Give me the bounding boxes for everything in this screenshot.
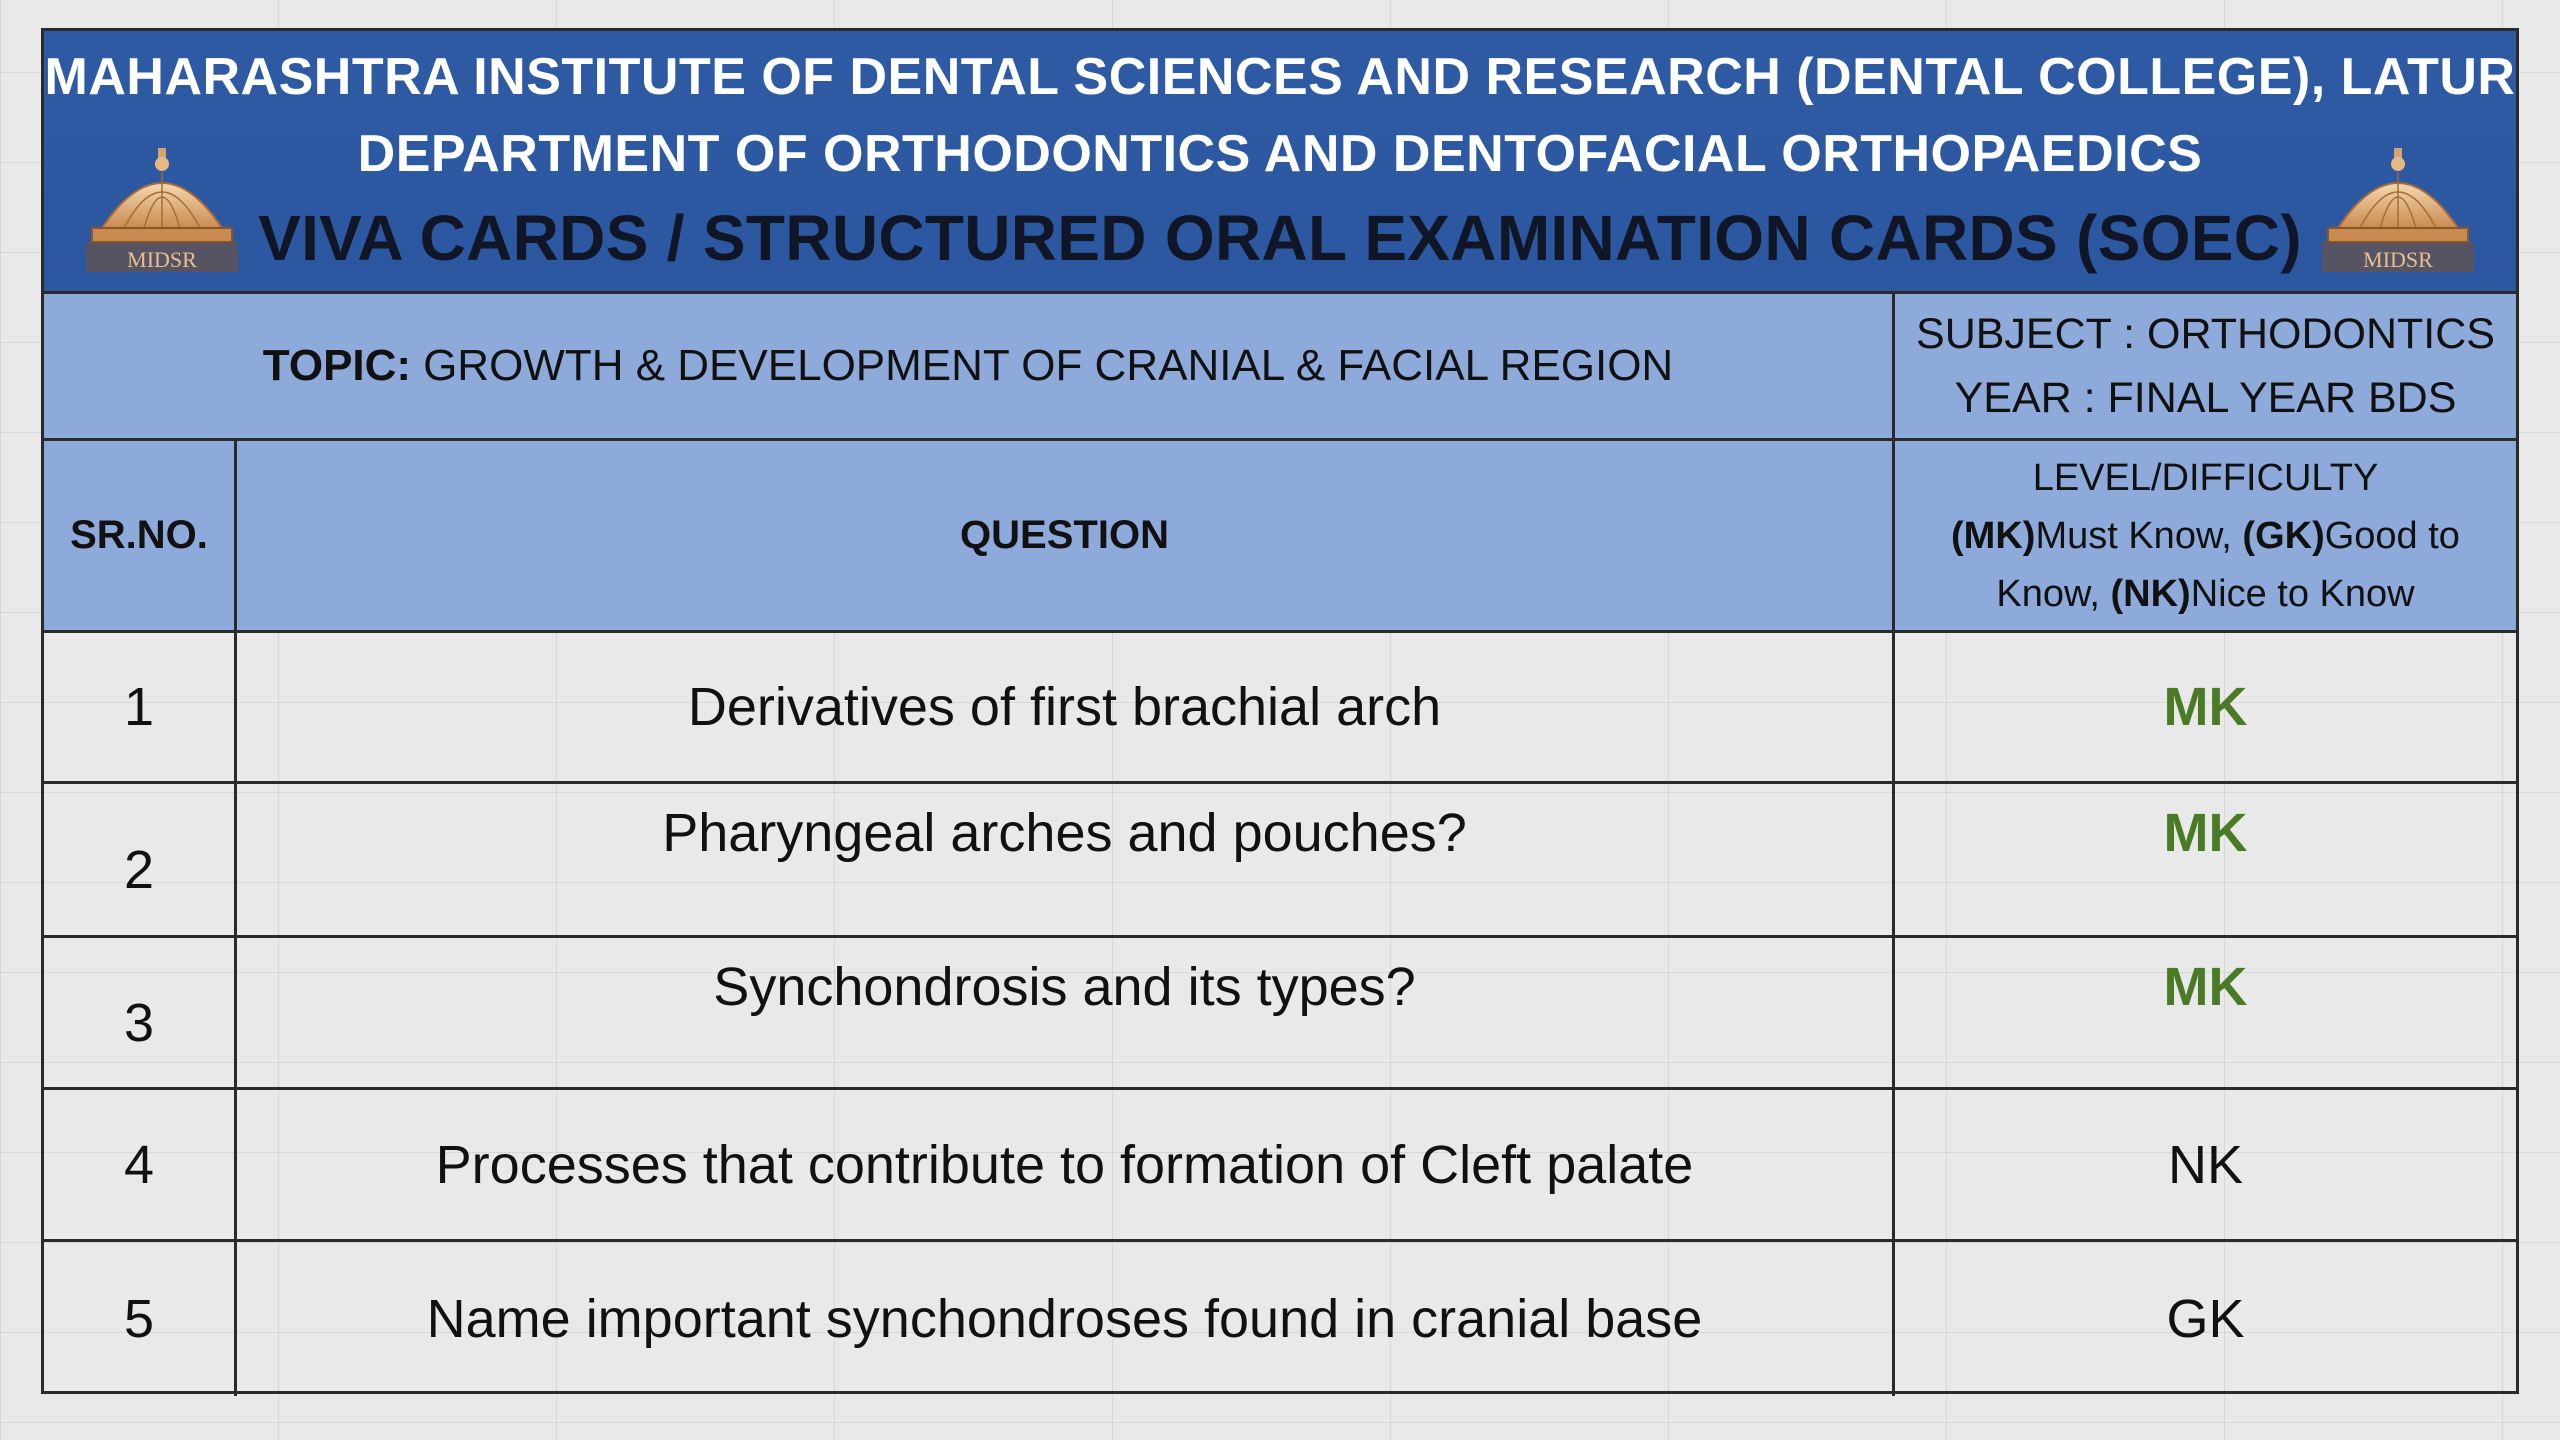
college-logo-left bbox=[84, 146, 240, 276]
level-gk-text: Good to bbox=[2324, 514, 2460, 557]
table-row bbox=[44, 938, 2516, 1090]
year-line: YEAR : FINAL YEAR BDS bbox=[1954, 374, 2457, 422]
level-header-title: LEVEL/DIFFICULTY bbox=[2032, 456, 2379, 499]
level-header-line2 bbox=[1951, 507, 2460, 565]
level-cell: GK bbox=[2166, 1289, 2245, 1349]
level-header-line3 bbox=[1996, 565, 2414, 623]
subject-line: SUBJECT : ORTHODONTICS bbox=[1916, 310, 2495, 358]
subject-cell bbox=[1895, 294, 2516, 438]
sr-no-cell: 4 bbox=[44, 1090, 237, 1239]
sr-no-header: SR.NO. bbox=[44, 441, 237, 630]
table-row bbox=[44, 633, 2516, 784]
college-logo-right bbox=[2320, 146, 2476, 276]
topic-cell bbox=[44, 294, 1895, 438]
viva-card bbox=[41, 28, 2519, 1394]
institute-name: MAHARASHTRA INSTITUTE OF DENTAL SCIENCES AND RESEARCH (DENTAL COLLEGE), LATUR bbox=[44, 48, 2516, 106]
table-row bbox=[44, 784, 2516, 938]
sr-no-cell: 1 bbox=[44, 633, 237, 781]
level-cell: MK bbox=[2163, 957, 2248, 1017]
dome-icon bbox=[84, 146, 240, 276]
question-cell: Pharyngeal arches and pouches? bbox=[237, 784, 1895, 935]
level-nk-code: (NK) bbox=[2110, 572, 2191, 615]
level-header bbox=[1895, 441, 2516, 630]
table-row bbox=[44, 1090, 2516, 1242]
card-title: VIVA CARDS / STRUCTURED ORAL EXAMINATION CARDS (SOEC) bbox=[258, 202, 2302, 274]
dome-icon bbox=[2320, 146, 2476, 276]
level-mk-text: Must Know, bbox=[2035, 514, 2243, 557]
topic-row bbox=[44, 294, 2516, 441]
topic-label: TOPIC: bbox=[262, 341, 412, 390]
level-gk-text-2: Know, bbox=[1996, 572, 2111, 615]
question-cell: Processes that contribute to formation of Cleft palate bbox=[237, 1090, 1895, 1239]
table-row bbox=[44, 1242, 2516, 1396]
level-cell: MK bbox=[2163, 803, 2248, 863]
level-mk-code: (MK) bbox=[1951, 514, 2036, 557]
question-cell: Synchondrosis and its types? bbox=[237, 938, 1895, 1087]
question-table-body bbox=[44, 633, 2516, 1396]
sr-no-cell: 5 bbox=[44, 1242, 237, 1396]
svg-text:MIDSR: MIDSR bbox=[127, 247, 197, 272]
level-gk-code: (GK) bbox=[2242, 514, 2325, 557]
sr-no-cell: 3 bbox=[44, 938, 237, 1087]
level-cell: MK bbox=[2163, 677, 2248, 737]
level-cell: NK bbox=[2167, 1134, 2243, 1195]
sr-no-cell: 2 bbox=[44, 784, 237, 935]
question-cell: Derivatives of first brachial arch bbox=[237, 633, 1895, 781]
topic-value: GROWTH & DEVELOPMENT OF CRANIAL & FACIAL REGION bbox=[423, 341, 1674, 390]
level-nk-text: Nice to Know bbox=[2190, 572, 2415, 615]
question-header: QUESTION bbox=[237, 441, 1895, 630]
column-header-row bbox=[44, 441, 2516, 633]
svg-text:MIDSR: MIDSR bbox=[2363, 247, 2433, 272]
header-banner bbox=[44, 31, 2516, 294]
question-cell: Name important synchondroses found in cranial base bbox=[237, 1242, 1895, 1396]
department-name: DEPARTMENT OF ORTHODONTICS AND DENTOFACIAL ORTHOPAEDICS bbox=[357, 125, 2203, 183]
